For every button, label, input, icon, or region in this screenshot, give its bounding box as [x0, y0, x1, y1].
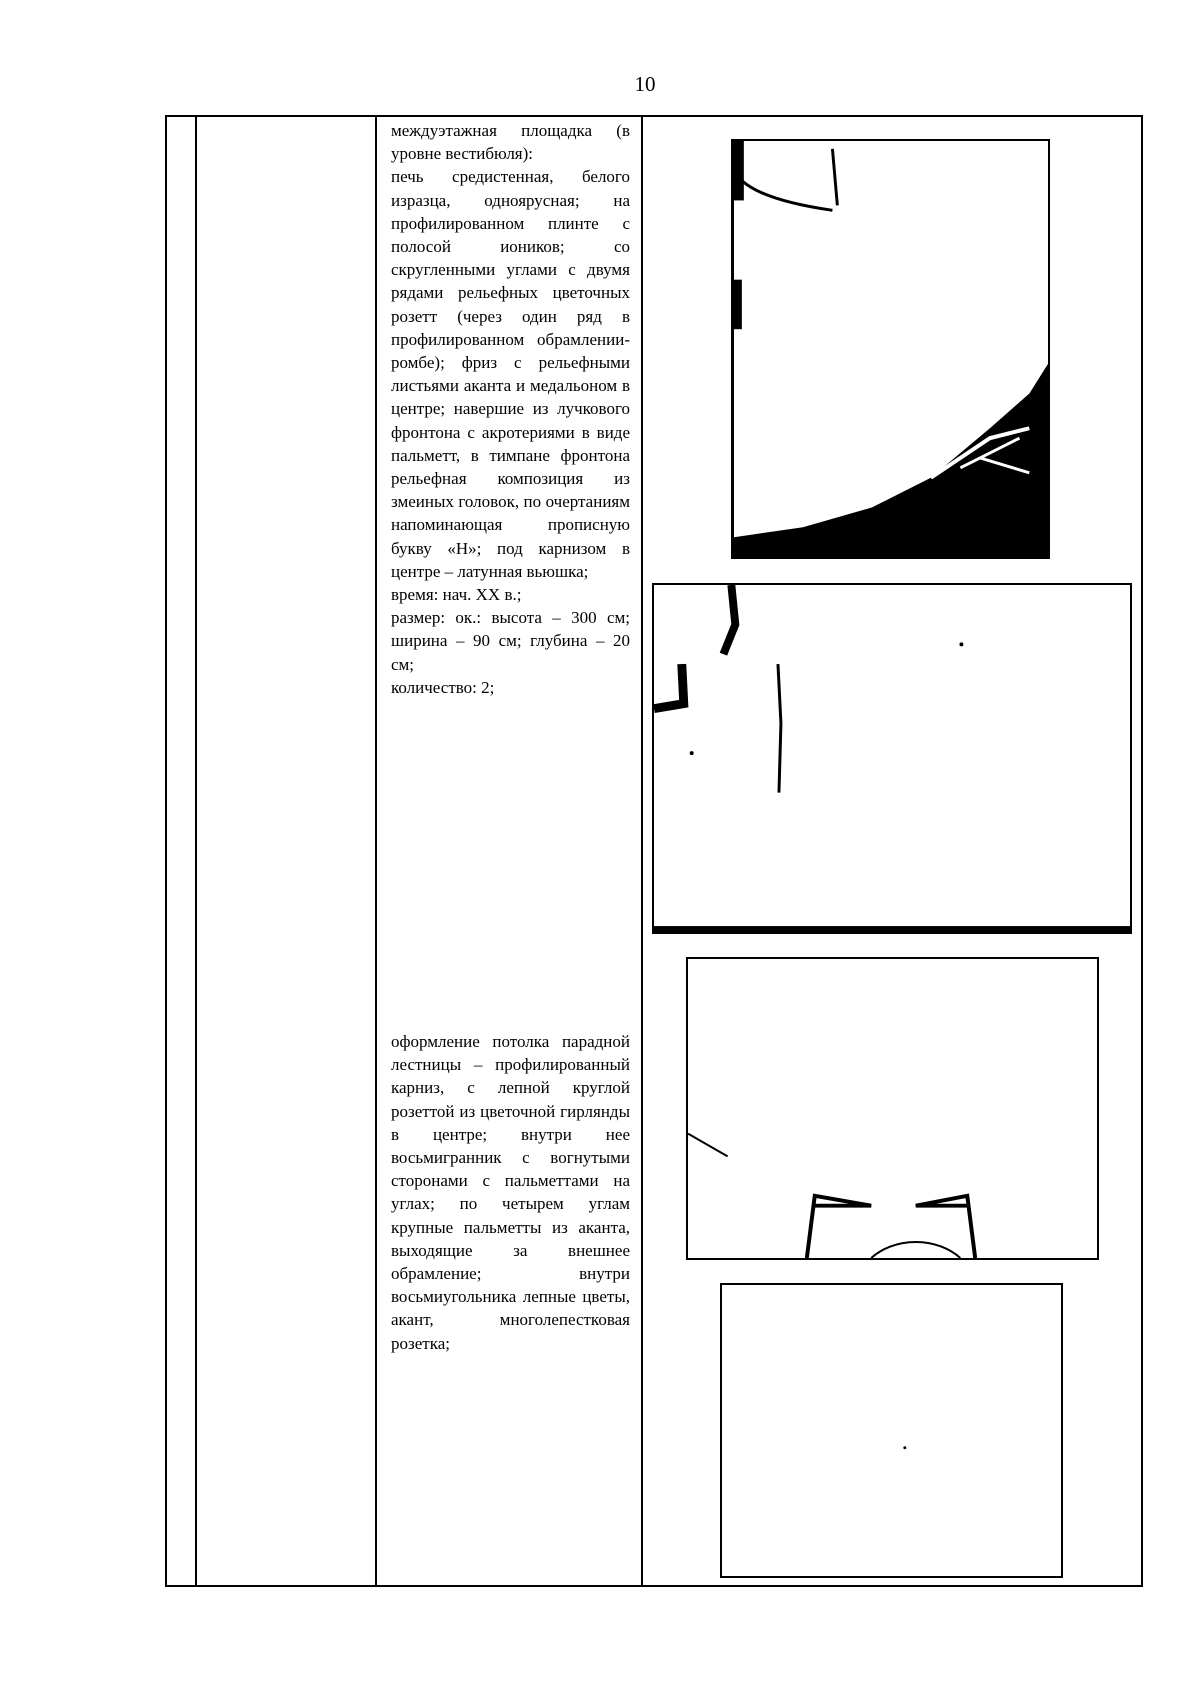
photo-ceiling-rosette-image — [722, 1285, 1061, 1576]
paragraph: количество: 2; — [391, 677, 495, 697]
photo-stove-top-image — [734, 141, 1048, 557]
photo-stove-wall-image — [654, 585, 1130, 932]
paragraph: междуэтажная площадка (в уровне вестибюля): — [391, 121, 630, 164]
photo-ceiling-cornice — [686, 957, 1099, 1260]
paragraph: оформление потолка парадной лестницы – профилированный карниз, с лепной круглой розеттой из цветочной гирлянды в центре; внутри нее восьмигранник с вогнутыми сторонами с пальметтами на углах; по четырем углам крупные пальметты из аканта, выходящие за внешнее обрамление; внутри восьмиугольника лепные цветы, акант, многолепестковая розетка; — [391, 1032, 630, 1353]
photo-ceiling-cornice-image — [688, 959, 1097, 1258]
column-divider — [641, 117, 643, 1585]
paragraph: время: нач. XX в.; — [391, 585, 522, 605]
column-divider — [375, 117, 377, 1585]
paragraph: размер: ок.: высота – 300 см; ширина – 90 см; глубина – 20 см; — [391, 608, 630, 674]
photo-stove-top — [731, 139, 1050, 559]
paragraph: печь средистенная, белого изразца, одноярусная; на профилированном плинте с полосой иоников; со скругленными углами с двумя рядами рельефных цветочных розетт (через один ряд в профилированном обрамлении-ромбе); фриз с рельефными листьями аканта и медальоном в центре; навершие из лучкового фронтона с акротериями в виде пальметт, в тимпане фронтона рельефная композиция из змеиных головок, по очертаниям напоминающая прописную букву «Н»; под карнизом в центре – латунная вьюшка; — [391, 167, 630, 581]
page-number: 10 — [634, 72, 656, 96]
description-stove — [391, 119, 630, 699]
column-divider — [195, 117, 197, 1585]
photo-ceiling-rosette — [720, 1283, 1063, 1578]
photo-stove-wall — [652, 583, 1132, 934]
description-ceiling — [391, 1030, 630, 1355]
